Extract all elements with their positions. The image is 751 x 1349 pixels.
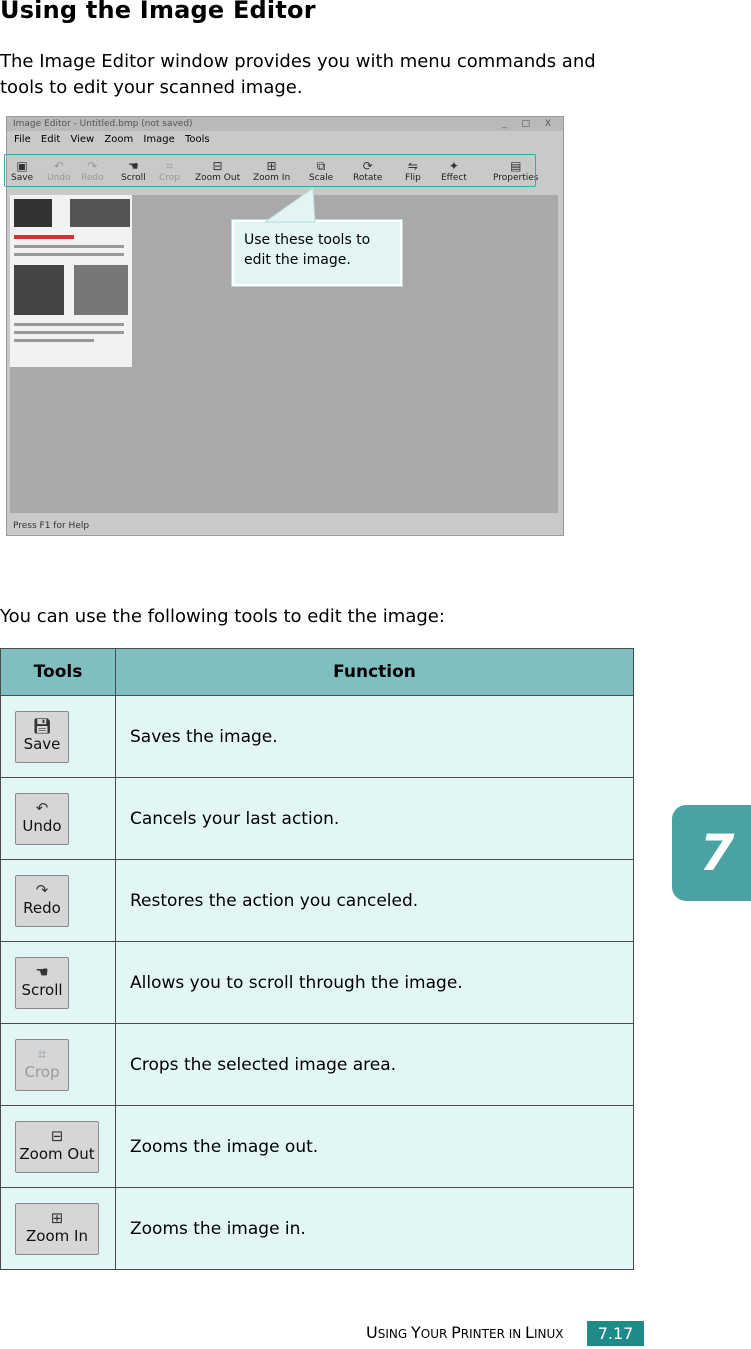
undo-arrow-icon: ↶ [35, 798, 49, 817]
effect-icon: ✦ [448, 159, 459, 173]
table-row [1, 1188, 634, 1270]
zoom-in-icon: ⊞ [266, 159, 277, 173]
save-tool-button: 💾︎ Save [15, 711, 69, 763]
toolbar-redo: ↷ Redo [81, 159, 104, 183]
status-bar: Press F1 for Help [13, 521, 90, 531]
toolbar-zoom-out: ⊟ Zoom Out [195, 159, 241, 183]
table-row [1, 860, 634, 942]
menu-file: File [14, 134, 31, 145]
scroll-tool-button: ☚ Scroll [15, 957, 69, 1009]
redo-arrow-icon: ↷ [35, 880, 49, 899]
function-cell: Restores the action you canceled. [116, 860, 634, 942]
menu-bar [7, 132, 563, 148]
header-function: Function [116, 649, 634, 696]
callout-pointer [255, 186, 335, 226]
toolbar-scale: ⧉ Scale [309, 159, 334, 183]
zoom-in-icon: ⊞ [50, 1208, 64, 1227]
window-title: Image Editor - Untitled.bmp (not saved) [13, 119, 193, 129]
table-row [1, 696, 634, 778]
toolbar-save: ▣ Save [11, 159, 34, 183]
toolbar-properties: ▤ Properties [493, 159, 539, 183]
tool-cell [1, 1106, 116, 1188]
zoom-out-icon: ⊟ [212, 159, 223, 173]
tool-cell [1, 860, 116, 942]
menu-view: View [70, 134, 95, 145]
tool-cell [1, 1024, 116, 1106]
toolbar-rotate: ⟳ Rotate [353, 159, 383, 183]
tool-cell [1, 696, 116, 778]
zoom-out-tool-button: ⊟ Zoom Out [15, 1121, 99, 1173]
toolbar-zoom-in: ⊞ Zoom In [253, 159, 291, 183]
undo-icon: ↶ [53, 159, 64, 173]
function-cell: Saves the image. [116, 696, 634, 778]
redo-tool-button: ↷ Redo [15, 875, 69, 927]
callout-box: Use these tools to edit the image. [232, 220, 402, 286]
header-tools: Tools [1, 649, 116, 696]
function-cell: Cancels your last action. [116, 778, 634, 860]
flip-icon: ⇋ [407, 159, 418, 173]
lead-in-text: You can use the following tools to edit the image: [0, 606, 445, 627]
window-controls: _ □ X [502, 119, 557, 129]
toolbar-undo: ↶ Undo [47, 159, 71, 183]
footer-title: USING YOUR PRINTER IN LINUX [366, 1323, 564, 1342]
page-number: 7.17 [587, 1321, 644, 1346]
toolbar-scroll: ☚ Scroll [121, 159, 146, 183]
function-cell: Allows you to scroll through the image. [116, 942, 634, 1024]
toolbar-crop: ⌗ Crop [159, 159, 181, 183]
function-cell: Zooms the image in. [116, 1188, 634, 1270]
undo-tool-button: ↶ Undo [15, 793, 69, 845]
crop-icon: ⌗ [166, 159, 173, 173]
menu-zoom: Zoom [104, 134, 134, 145]
function-cell: Zooms the image out. [116, 1106, 634, 1188]
zoom-in-tool-button: ⊞ Zoom In [15, 1203, 99, 1255]
tool-cell [1, 1188, 116, 1270]
scale-icon: ⧉ [316, 159, 326, 173]
toolbar-effect: ✦ Effect [441, 159, 467, 183]
rotate-icon: ⟳ [362, 159, 373, 173]
table-header-row [1, 649, 634, 696]
page-heading: Using the Image Editor [0, 0, 316, 24]
scroll-icon: ☚ [127, 159, 139, 173]
tools-table [0, 648, 634, 1270]
window-titlebar [7, 117, 563, 131]
table-row [1, 1106, 634, 1188]
table-row [1, 942, 634, 1024]
menu-image: Image [143, 134, 175, 145]
redo-icon: ↷ [87, 159, 98, 173]
properties-icon: ▤ [510, 159, 522, 173]
floppy-disk-icon: 💾︎ [32, 716, 52, 735]
menu-tools: Tools [184, 134, 210, 145]
tool-cell [1, 778, 116, 860]
function-cell: Crops the selected image area. [116, 1024, 634, 1106]
tool-cell [1, 942, 116, 1024]
menu-edit: Edit [40, 134, 61, 145]
scanned-image-thumbnail [10, 195, 132, 367]
intro-paragraph: The Image Editor window provides you with menu commands and tools to edit your scanned image. [0, 51, 596, 98]
toolbar-highlight [4, 154, 539, 187]
hand-icon: ☚ [35, 962, 49, 981]
chapter-tab: 7 [672, 805, 751, 901]
crop-icon: ⌗ [37, 1044, 47, 1063]
save-icon: ▣ [16, 159, 28, 173]
table-row [1, 1024, 634, 1106]
crop-tool-button: ⌗ Crop [15, 1039, 69, 1091]
toolbar-flip: ⇋ Flip [405, 159, 421, 183]
zoom-out-icon: ⊟ [50, 1126, 64, 1145]
table-row [1, 778, 634, 860]
